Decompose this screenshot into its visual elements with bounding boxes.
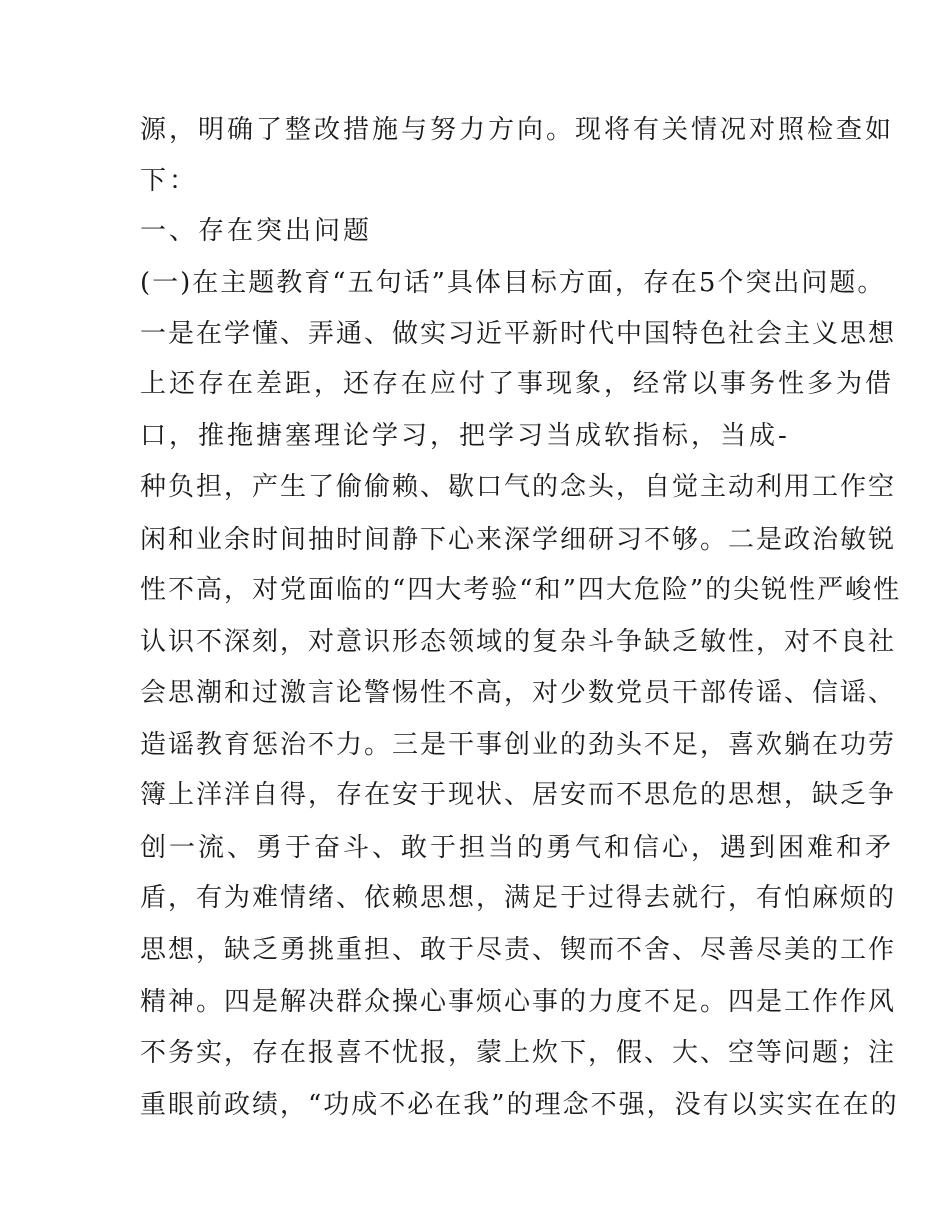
- document-text-line: (一)在主题教育“五句话”具体目标方面，存在5个突出问题。: [140, 268, 886, 298]
- document-text-line: 思想，缺乏勇挑重担、敢于尽责、锲而不舍、尽善尽美的工作: [140, 935, 897, 965]
- document-text-line: 造谣教育惩治不力。三是干事创业的劲头不足，喜欢躺在功劳: [140, 730, 897, 760]
- document-text-line: 闲和业余时间抽时间静下心来深学细研习不够。二是政治敏锐: [140, 525, 897, 555]
- document-text-line: 上还存在差距，还存在应付了事现象，经常以事务性多为借: [140, 369, 895, 399]
- document-text-line: 簿上洋洋自得，存在安于现状、居安而不思危的思想，缺乏争: [140, 780, 897, 810]
- document-text-line: 性不高，对党面临的“四大考验“和”四大危险”的尖锐性严峻性: [140, 575, 902, 605]
- document-text-line: 一是在学懂、弄通、做实习近平新时代中国特色社会主义思想: [140, 319, 897, 349]
- document-text-line: 种负担，产生了偷偷赖、歇口气的念头，自觉主动利用工作空: [140, 472, 897, 502]
- document-text-line: 一、存在突出问题: [140, 216, 373, 246]
- document-text-line: 口，推拖搪塞理论学习，把学习当成软指标，当成-: [140, 421, 790, 451]
- document-text-line: 盾，有为难情绪、依赖思想，满足于过得去就行，有怕麻烦的: [140, 883, 897, 913]
- document-text-line: 认识不深刻，对意识形态领域的复杂斗争缺乏敏性，对不良社: [140, 627, 897, 657]
- document-text-line: 创一流、勇于奋斗、敢于担当的勇气和信心，遇到困难和矛: [140, 833, 895, 863]
- document-text-line: 重眼前政绩，“功成不必在我”的理念不强，没有以实实在在的: [140, 1090, 899, 1120]
- document-text-line: 源，明确了整改措施与努力方向。现将有关情况对照检查如: [140, 115, 895, 145]
- document-text-line: 下：: [140, 166, 199, 196]
- document-text-line: 会思潮和过激言论警惕性不高，对少数党员干部传谣、信谣、: [140, 678, 897, 708]
- document-text-line: 不务实，存在报喜不忧报，蒙上炊下，假、大、空等问题；注: [140, 1038, 897, 1068]
- document-text-line: 精神。四是解决群众操心事烦心事的力度不足。四是工作作风: [140, 987, 897, 1017]
